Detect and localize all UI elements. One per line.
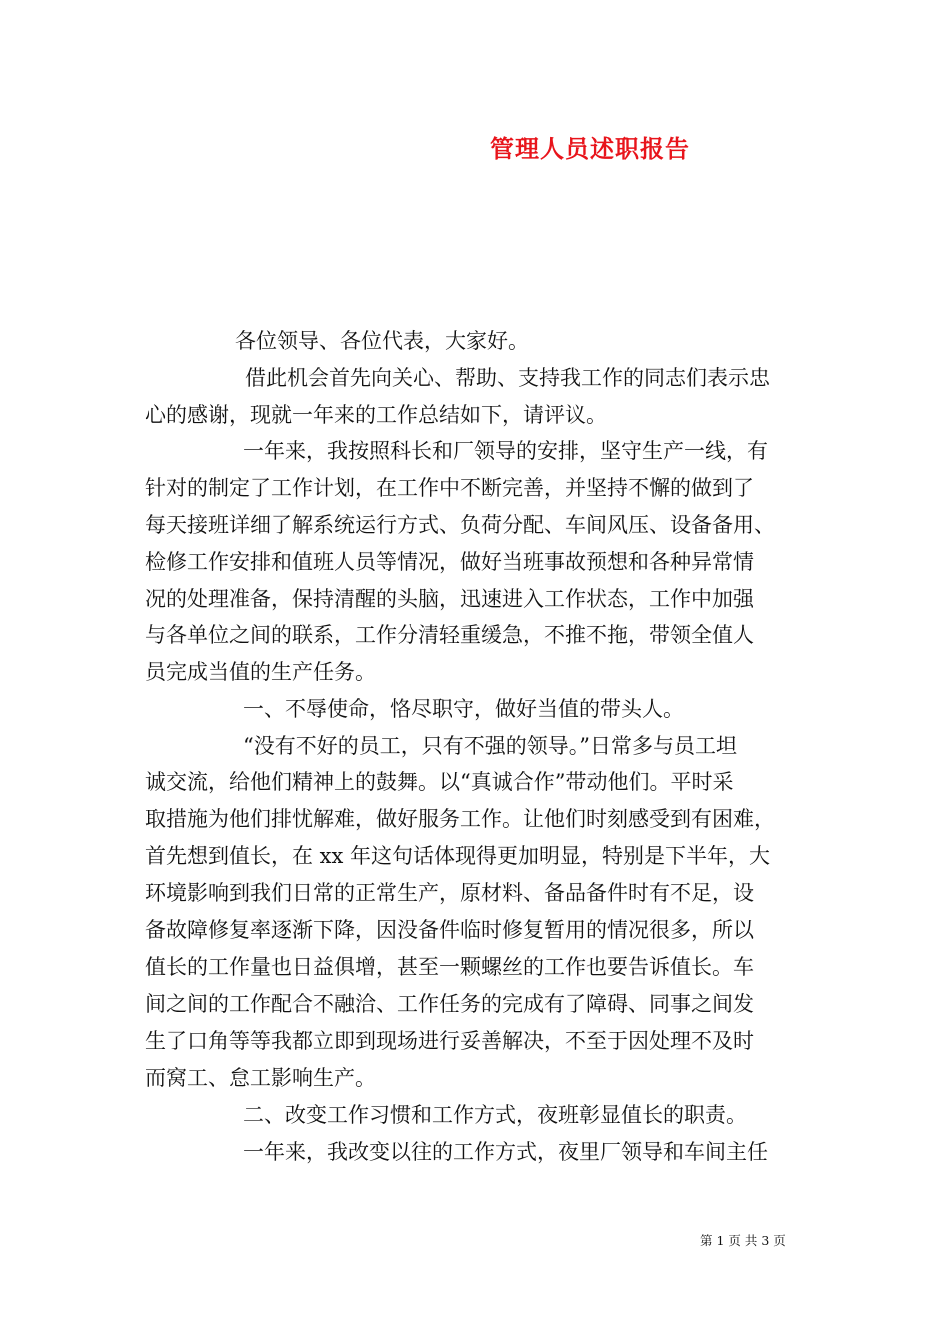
body-line: 间之间的工作配合不融洽、工作任务的完成有了障碍、同事之间发 [145, 992, 754, 1016]
body-line: 环境影响到我们日常的正常生产，原材料、备品备件时有不足，设 [145, 881, 754, 905]
body-line: 备故障修复率逐渐下降，因没备件临时修复暂用的情况很多，所以 [145, 918, 754, 942]
body-line: 况的处理准备，保持清醒的头脑，迅速进入工作状态，工作中加强 [145, 587, 754, 611]
body-line: 首先想到值长，在 xx 年这句话体现得更加明显，特别是下半年，大 [145, 844, 771, 868]
body-line: 每天接班详细了解系统运行方式、负荷分配、车间风压、设备备用、 [145, 513, 775, 537]
body-line: 各位领导、各位代表，大家好。 [235, 329, 529, 353]
body-line: “没有不好的员工，只有不强的领导。”日常多与员工坦 [243, 734, 737, 758]
page-number: 第 1 页 共 3 页 [700, 1233, 786, 1248]
body-line: 针对的制定了工作计划，在工作中不断完善，并坚持不懈的做到了 [145, 476, 754, 500]
body-line: 检修工作安排和值班人员等情况，做好当班事故预想和各种异常情 [145, 550, 754, 574]
document-title: 管理人员述职报告 [490, 134, 690, 163]
section-heading: 二、改变工作习惯和工作方式，夜班彰显值长的职责。 [243, 1103, 747, 1127]
body-line: 员完成当值的生产任务。 [145, 660, 376, 684]
body-line: 取措施为他们排忧解难，做好服务工作。让他们时刻感受到有困难， [145, 807, 775, 831]
body-line: 生了口角等等我都立即到现场进行妥善解决，不至于因处理不及时 [145, 1029, 754, 1053]
body-line: 诚交流，给他们精神上的鼓舞。以“真诚合作”带动他们。平时采 [145, 770, 734, 794]
body-line: 而窝工、怠工影响生产。 [145, 1066, 376, 1090]
section-heading: 一、不辱使命，恪尽职守，做好当值的带头人。 [243, 697, 684, 721]
body-line: 一年来，我改变以往的工作方式，夜里厂领导和车间主任 [243, 1140, 768, 1164]
body-line: 借此机会首先向关心、帮助、支持我工作的同志们表示忠 [245, 366, 770, 390]
body-line: 一年来，我按照科长和厂领导的安排，坚守生产一线，有 [243, 439, 768, 463]
body-line: 心的感谢，现就一年来的工作总结如下，请评议。 [145, 403, 607, 427]
body-line: 值长的工作量也日益俱增，甚至一颗螺丝的工作也要告诉值长。车 [145, 955, 754, 979]
body-line: 与各单位之间的联系，工作分清轻重缓急，不推不拖，带领全值人 [145, 623, 754, 647]
